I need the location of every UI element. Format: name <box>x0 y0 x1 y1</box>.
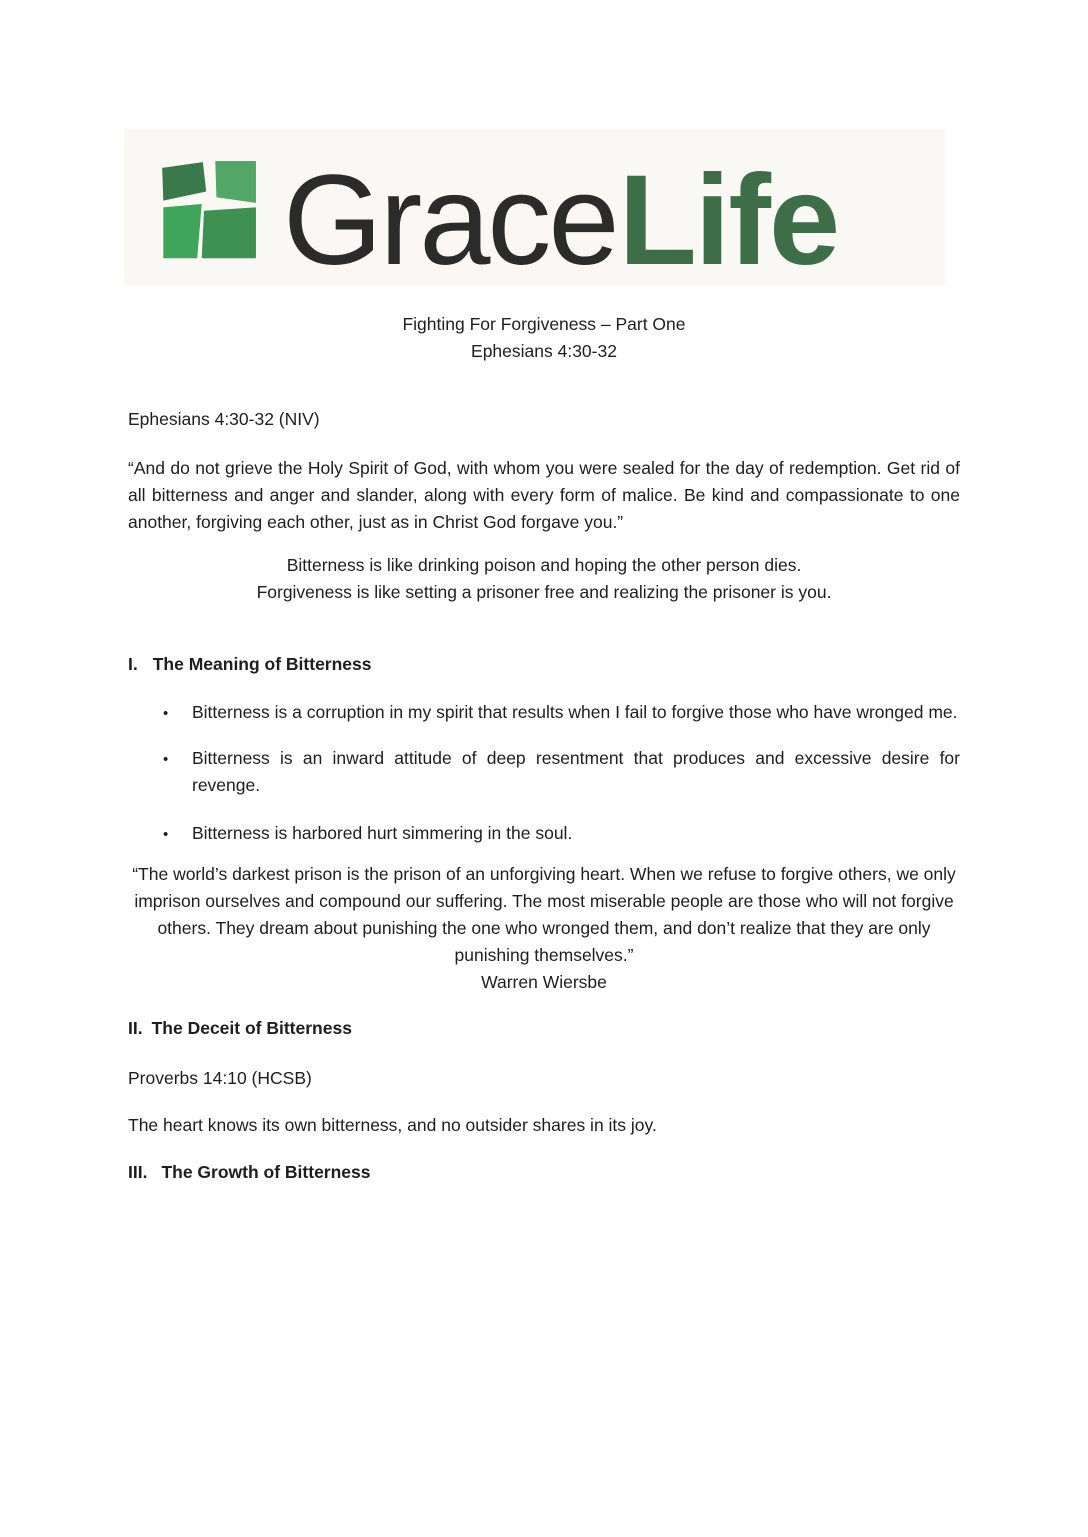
gracelife-logo <box>124 129 945 292</box>
section-numeral: I. <box>128 654 138 674</box>
list-item <box>128 699 960 726</box>
logo-wordmark <box>283 149 839 292</box>
section-heading-label: The Deceit of Bitterness <box>151 1018 352 1038</box>
cross-icon-quadrant-top-left <box>162 162 206 200</box>
proverbs-passage: The heart knows its own bitterness, and no outsider shares in its joy. <box>128 1115 657 1135</box>
section-numeral: III. <box>128 1162 148 1182</box>
scripture-passage: “And do not grieve the Holy Spirit of God, with whom you were sealed for the day of redemption. Get rid of all bitterness and anger and slander, along with every form of malice. Be kind and compassionate to one another, forgiving each other, just as in Christ God forgave you.” <box>128 458 960 532</box>
section-numeral: II. <box>128 1018 143 1038</box>
cross-icon <box>152 152 265 265</box>
section-heading-deceit-of-bitterness <box>128 1015 960 1042</box>
document-page <box>0 129 1088 1537</box>
logo-text-life: Life <box>618 149 839 292</box>
epigram <box>128 552 960 606</box>
proverbs-reference: Proverbs 14:10 (HCSB) <box>128 1068 312 1088</box>
quote-attribution: Warren Wiersbe <box>481 972 607 992</box>
bullet-text: Bitterness is a corruption in my spirit that results when I fail to forgive those who have wronged me. <box>192 702 958 722</box>
sermon-title <box>128 311 960 365</box>
bullet-marker: • <box>163 751 169 768</box>
cross-icon-quadrant-bottom-right <box>202 207 256 258</box>
document-body <box>0 311 1088 1186</box>
wiersbe-quote <box>128 861 960 996</box>
section-heading-label: The Growth of Bitterness <box>161 1162 371 1182</box>
bullet-marker: • <box>163 705 169 722</box>
epigram-line-1: Bitterness is like drinking poison and hoping the other person dies. <box>286 555 802 575</box>
cross-icon-quadrant-top-right <box>215 161 256 203</box>
section-heading-meaning-of-bitterness <box>128 651 960 678</box>
section-heading-label: The Meaning of Bitterness <box>152 654 372 674</box>
logo-text-grace: Grace <box>283 149 617 292</box>
bullet-text: Bitterness is harbored hurt simmering in the soul. <box>192 823 573 843</box>
scripture-reference: Ephesians 4:30-32 (NIV) <box>128 409 320 429</box>
sermon-title-line-1: Fighting For Forgiveness – Part One <box>402 314 686 334</box>
section-heading-growth-of-bitterness <box>128 1159 960 1186</box>
epigram-line-2: Forgiveness is like setting a prisoner free and realizing the prisoner is you. <box>256 582 832 602</box>
list-item <box>128 745 960 799</box>
cross-icon-quadrant-bottom-left <box>163 204 201 258</box>
bullet-marker: • <box>163 826 169 843</box>
wiersbe-quote-text: “The world’s darkest prison is the prison of an unforgiving heart. When we refuse to forgive others, we only imprison ourselves and compound our suffering. The most miserable people are those who will not forgive others. They dream about punishing the one who wronged them, and don’t realize that they are only punishing themselves.” <box>132 864 956 965</box>
bullet-text: Bitterness is an inward attitude of deep resentment that produces and excessive desire for revenge. <box>192 748 960 795</box>
list-item <box>128 820 960 847</box>
sermon-title-line-2: Ephesians 4:30-32 <box>471 341 617 361</box>
